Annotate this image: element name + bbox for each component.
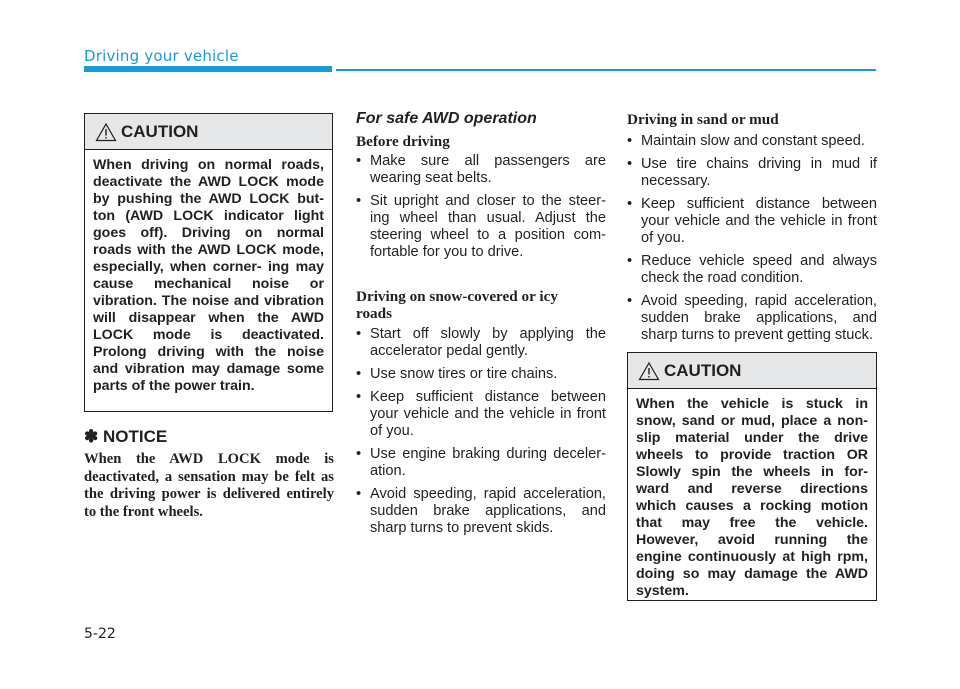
subsection-title-sand-mud: Driving in sand or mud bbox=[627, 111, 779, 128]
list-item: • Start off slowly by applying the accelerator pedal gently. bbox=[356, 326, 606, 359]
list-item: • Use tire chains driving in mud if necessary. bbox=[627, 156, 877, 189]
header-rule-thin bbox=[336, 69, 876, 71]
notice-title: ✽ NOTICE bbox=[84, 427, 168, 446]
right-column bbox=[627, 111, 877, 344]
section-header-title: Driving your vehicle bbox=[84, 47, 239, 65]
warning-triangle-icon bbox=[638, 361, 660, 381]
caution-label: CAUTION bbox=[664, 360, 742, 380]
snow-driving-list bbox=[356, 326, 606, 537]
section-title-safe-awd: For safe AWD operation bbox=[356, 110, 537, 127]
caution-text: When the vehicle is stuck in snow, sand or mud, place a non- slip material under the drive wheels to provide traction OR Slowly spin the wheels in for- ward and reverse directions which causes a rocking motion that may free the vehicle. However, avoid running the engine continuously at high rpm, doing so may damage the AWD system. bbox=[636, 396, 868, 599]
warning-triangle-icon bbox=[95, 122, 117, 142]
middle-column bbox=[356, 110, 606, 537]
list-item: • Keep sufficient distance between your vehicle and the vehicle in front of you. bbox=[356, 389, 606, 439]
page-number: 5-22 bbox=[84, 626, 116, 642]
list-item: • Reduce vehicle speed and always check the road condition. bbox=[627, 253, 877, 286]
caution-header bbox=[85, 114, 332, 150]
header-rule-thick bbox=[84, 66, 332, 72]
before-driving-list bbox=[356, 153, 606, 261]
list-item: • Maintain slow and constant speed. bbox=[627, 133, 865, 149]
caution-box-stuck-vehicle bbox=[627, 352, 877, 601]
caution-header bbox=[628, 353, 876, 389]
caution-text: When driving on normal roads, deactivate the AWD LOCK mode by pushing the AWD LOCK but- ton (AWD LOCK indicator light goes off). Driving on normal roads with the AWD LOCK mode, especially, when corner- ing may cause mechanical noise or vibration. The noise and vibration will disappear when the AWD LOCK mode is deactivated. Prolong driving with the noise and vibration may damage some parts of the power train. bbox=[93, 157, 324, 394]
list-item: • Sit upright and closer to the steer- ing wheel than usual. Adjust the steering wheel to a position com- fortable for you to drive. bbox=[356, 193, 606, 260]
list-item: • Make sure all passengers are wearing seat belts. bbox=[356, 153, 606, 186]
notice-text: When the AWD LOCK mode is deactivated, a sensation may be felt as the driving power is delivered entirely to the front wheels. bbox=[84, 451, 334, 520]
subsection-title-snow: Driving on snow-covered or icy roads bbox=[356, 288, 558, 322]
caution-box-awd-lock bbox=[84, 113, 333, 412]
list-item: • Keep sufficient distance between your vehicle and the vehicle in front of you. bbox=[627, 196, 877, 246]
list-item: • Avoid speeding, rapid acceleration, sudden brake applications, and sharp turns to prevent getting stuck. bbox=[627, 293, 877, 343]
list-item: • Use snow tires or tire chains. bbox=[356, 366, 558, 382]
caution-label: CAUTION bbox=[121, 121, 199, 141]
subsection-title-before-driving: Before driving bbox=[356, 133, 450, 150]
sand-mud-list bbox=[627, 133, 877, 344]
list-item: • Use engine braking during deceler- ation. bbox=[356, 446, 606, 479]
list-item: • Avoid speeding, rapid acceleration, sudden brake applications, and sharp turns to prevent skids. bbox=[356, 486, 606, 536]
